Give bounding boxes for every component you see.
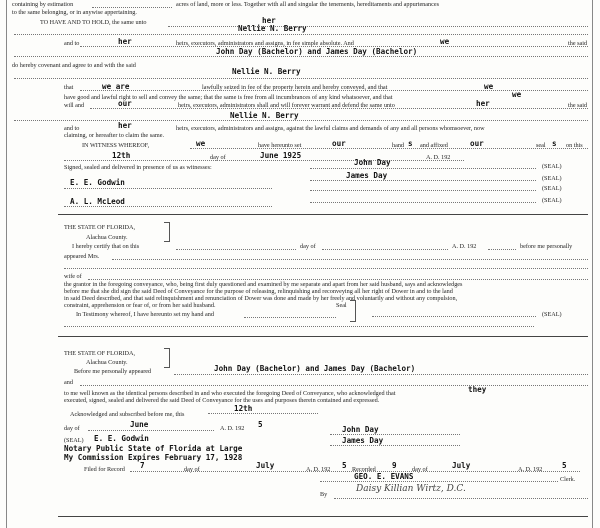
ack2-ack-sub: Acknowledged and subscribed before me, this xyxy=(70,411,185,418)
filed-for-record: Filed for Record xyxy=(84,466,125,473)
the-said-2: the said xyxy=(568,102,588,109)
ack1-certify: I hereby certify that on this xyxy=(72,243,140,250)
ack2-seal-mark: (SEAL) xyxy=(64,437,84,444)
ack2-county: Alachua County. xyxy=(86,359,128,366)
heirs-and-to: and to xyxy=(64,40,80,47)
ack2-to-me: to me well known as the identical persons described in and who executed the foregoing Deed of Conveyance, who acknowledged that xyxy=(64,390,396,397)
deed-line-belonging: to the same belonging, or in anywise appertaining. xyxy=(12,9,137,16)
by-label: By xyxy=(320,491,328,498)
filed-ad: A. D. 192 xyxy=(306,466,331,473)
clerk-label: Clerk. xyxy=(560,476,576,483)
the-said-1: the said xyxy=(568,40,588,47)
page-edge-left xyxy=(6,0,7,528)
ack2-notary-name: E. E. Godwin xyxy=(94,434,149,443)
filed-year: 5 xyxy=(342,461,347,470)
on-this: on this xyxy=(566,142,583,149)
ack2-and: and xyxy=(64,379,73,386)
ack2-signer-1: John Day xyxy=(342,425,379,434)
our-3: our xyxy=(470,139,484,148)
seal-mark-1: (SEAL) xyxy=(542,163,562,170)
ack2-they: they xyxy=(468,385,487,394)
ack2-state: THE STATE OF FLORIDA, xyxy=(64,350,136,357)
ack1-day-of: day of xyxy=(300,243,316,250)
signed-sealed: Signed, sealed and delivered in presence of us as witnesses: xyxy=(64,164,212,171)
ack2-day-of: day of xyxy=(64,425,80,432)
heirs-text: heirs, executors, administrators and assigns, in fee simple absolute. And xyxy=(176,40,354,47)
heirs-we: we xyxy=(440,37,450,46)
seal-mark-2: (SEAL) xyxy=(542,175,562,182)
ack1-para-2: before me that she did sign the said Deed of Conveyance for the purpose of releasing, relinquishing and reconveying all her right of Dower in and to the land xyxy=(64,288,453,295)
deed-ad: A. D. 192 xyxy=(426,154,451,161)
deed-line-containing: containing by estimation xyxy=(12,1,74,8)
ack1-para-4: constraint, apprehension or fear of, or from her said husband. xyxy=(64,302,216,309)
hand-s: s xyxy=(408,139,413,148)
deed-day: 12th xyxy=(112,151,131,160)
we-2: we xyxy=(484,82,494,91)
rec-month: July xyxy=(452,461,471,470)
affixed-label: and affixed xyxy=(420,142,448,149)
ack1-before-me: before me personally xyxy=(520,243,573,250)
witness-whereof: IN WITNESS WHEREOF, xyxy=(82,142,150,149)
signer-1: John Day xyxy=(354,158,391,167)
ack1-para-3: in said Deed described, and that said relinquishment and renunciation of Dower was done and made by her freely and voluntarily and without any compulsion, xyxy=(64,295,458,302)
ack2-executed: executed, signed, sealed and delivered the said Deed of Conveyance for the uses and purposes therein contained and expressed. xyxy=(64,397,380,404)
ack2-notary-line-1: Notary Public State of Florida at Large xyxy=(64,444,243,453)
rec-year: 5 xyxy=(562,461,567,470)
ack1-state: THE STATE OF FLORIDA, xyxy=(64,224,136,231)
we-are: we are xyxy=(102,82,130,91)
hand-label: hand xyxy=(392,142,405,149)
that-label: that xyxy=(64,84,74,91)
rec-ad: A. D. 192 xyxy=(518,466,543,473)
ack1-seal-mark: (SEAL) xyxy=(542,311,562,318)
ack1-ad: A. D. 192 xyxy=(452,243,477,250)
ack2-ad: A. D. 192 xyxy=(220,425,245,432)
ack2-year: 5 xyxy=(258,420,263,429)
recorded-label: Recorded xyxy=(352,466,376,473)
filed-day-of: day of xyxy=(184,466,200,473)
ack2-notary-line-2: My Commission Expires February 17, 1928 xyxy=(64,453,243,462)
lawful-claims: heirs, executors, administrators and assigns, against the lawful claims and demands of any and all persons whomsoever, now xyxy=(176,125,485,132)
witness-1: E. E. Godwin xyxy=(70,178,125,187)
ack2-month: June xyxy=(130,420,149,429)
habendum-her: her xyxy=(262,16,276,25)
deed-day-of: day of xyxy=(210,154,226,161)
deed-line-acres: acres of land, more or less. Together with all and singular the tenements, hereditaments and appurtenances xyxy=(176,1,440,8)
and-to-2: and to xyxy=(64,125,80,132)
filed-month: July xyxy=(256,461,275,470)
our-1: our xyxy=(118,99,132,108)
seal-label: seal xyxy=(536,142,546,149)
will-and: will and xyxy=(64,102,85,109)
grantor-names: John Day (Bachelor) and James Day (Bachelor) xyxy=(216,47,418,56)
filed-day: 7 xyxy=(140,461,145,470)
section-divider-3 xyxy=(58,516,588,517)
ack1-para-1: the grantor in the foregoing conveyance, who, being first duly questioned and examined by me separate and apart from her said husband, says and acknowledges xyxy=(64,281,463,288)
habendum-text: TO HAVE AND TO HOLD, the same unto xyxy=(40,19,147,26)
seized-text: lawfully seized in fee of the property herein and hereby conveyed, and that xyxy=(202,84,388,91)
deed-month-year: June 1925 xyxy=(260,151,302,160)
ack2-signer-2: James Day xyxy=(342,436,384,445)
witness-2: A. L. McLeod xyxy=(70,197,125,206)
grantee-name-2: Nellie N. Berry xyxy=(232,67,301,76)
clerk-name: GEO. E. EVANS xyxy=(354,472,414,481)
section-divider-2 xyxy=(58,336,588,337)
we-3: we xyxy=(512,90,522,99)
signer-2: James Day xyxy=(346,171,388,180)
seal-mark-3: (SEAL) xyxy=(542,185,562,192)
covenant-text: do hereby covenant and agree to and with the said xyxy=(12,62,136,69)
deputy-signature: Daisy Killian Wirtz, D.C. xyxy=(356,484,466,494)
seal-s: s xyxy=(552,139,557,148)
we-4: we xyxy=(196,139,206,148)
ack1-testimony: In Testimony whereof, I have hereunto set my hand and xyxy=(76,311,214,318)
rec-day: 9 xyxy=(392,461,397,470)
grantee-name-3: Nellie N. Berry xyxy=(230,111,299,120)
ack2-before-me: Before me personally appeared xyxy=(74,368,152,375)
ack2-day: 12th xyxy=(234,404,253,413)
ack1-wife-of: wife of xyxy=(64,273,82,280)
ack2-names: John Day (Bachelor) and James Day (Bachelor) xyxy=(214,364,416,373)
ack1-county: Alachua County. xyxy=(86,234,128,241)
grantee-name-1: Nellie N. Berry xyxy=(238,24,307,33)
our-2: our xyxy=(332,139,346,148)
her-3: her xyxy=(476,99,490,108)
her-4: her xyxy=(118,121,132,130)
ack1-seal: Seal xyxy=(336,302,347,309)
have-good-text: have good and lawful right to sell and convey the same; that the same is free from all incumbrances of any kind whatsoever, and that xyxy=(64,94,393,101)
hereunto-set: have hereunto set xyxy=(258,142,302,149)
warrant-text: heirs, executors, administrators shall and will forever warrant and defend the same unto xyxy=(178,102,395,109)
ack1-appeared: appeared Mrs. xyxy=(64,253,100,260)
claiming-text: claiming, or hereafter to claim the same. xyxy=(64,132,164,139)
heirs-her: her xyxy=(118,37,132,46)
section-divider-1 xyxy=(58,214,588,215)
page-edge-right xyxy=(592,0,593,528)
rec-day-of: day of xyxy=(412,466,428,473)
seal-mark-4: (SEAL) xyxy=(542,197,562,204)
